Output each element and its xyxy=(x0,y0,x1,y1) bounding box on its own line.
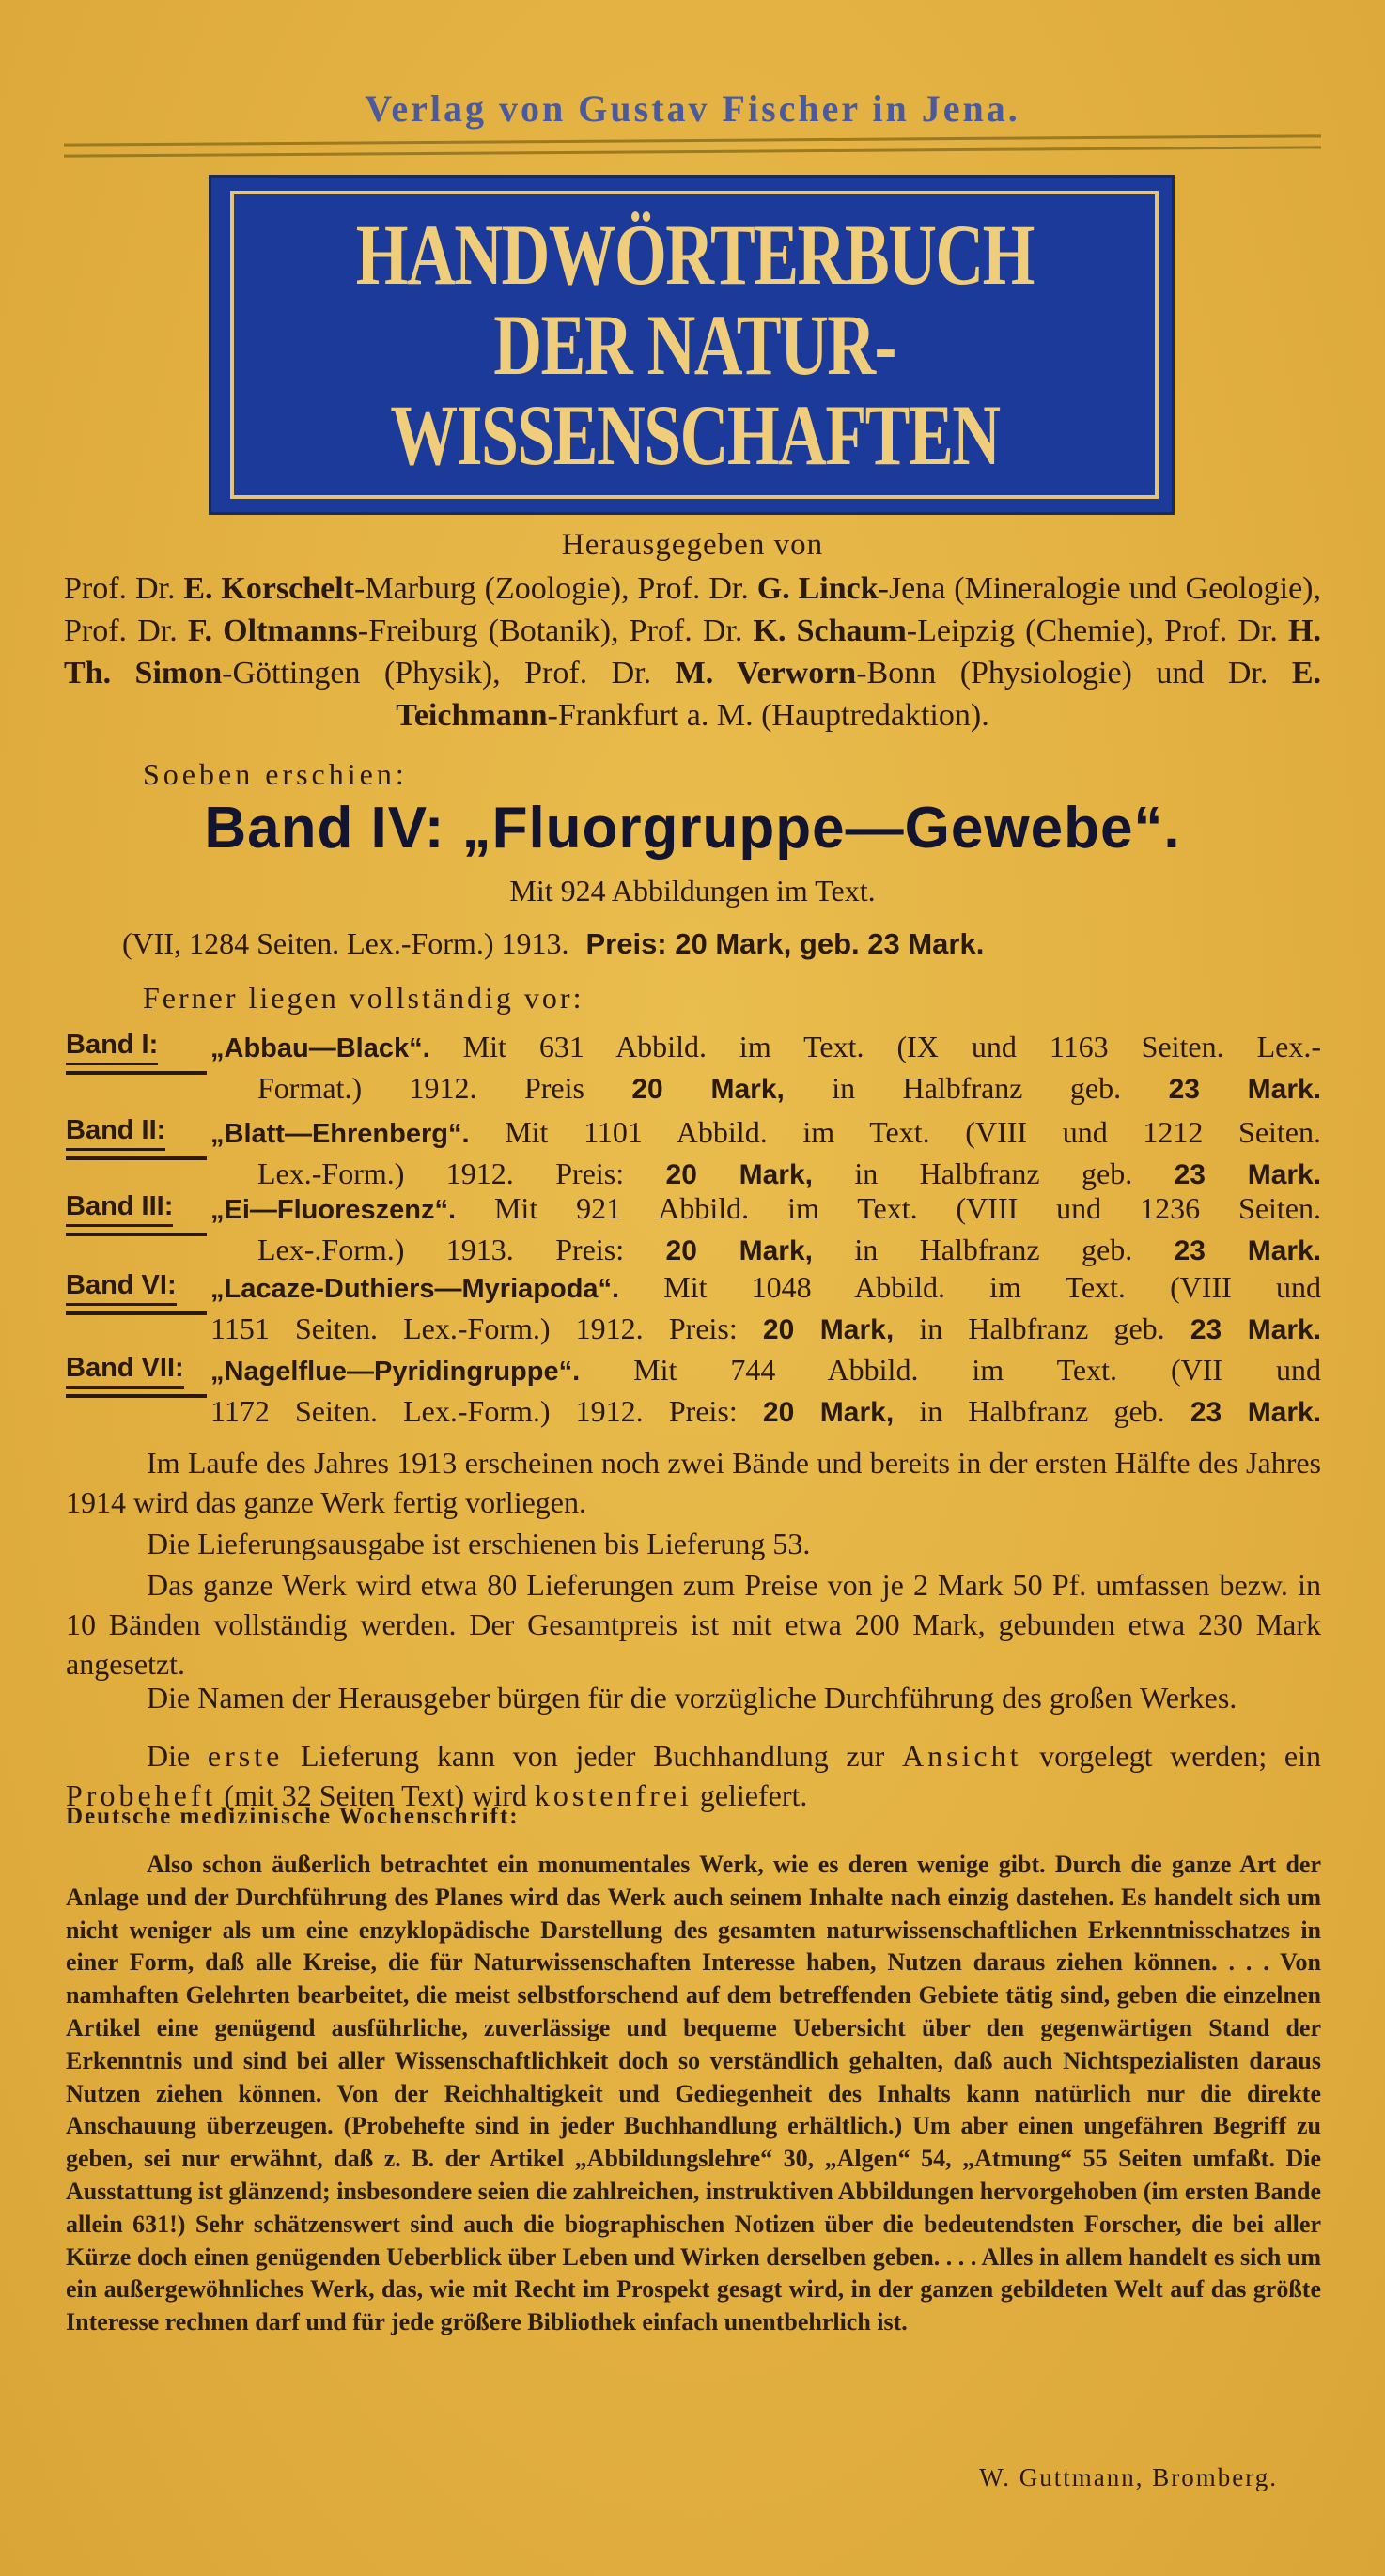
volume-format: 1151 Seiten. Lex.-Form.) 1912. xyxy=(210,1311,644,1345)
editor-name: G. Linck xyxy=(756,571,879,606)
volume-price-label: Preis xyxy=(523,1071,584,1105)
volume-underline xyxy=(66,1394,207,1398)
volume-label: Band III: xyxy=(66,1191,173,1227)
volume-format: Lex.-Form.) 1912. xyxy=(257,1156,514,1190)
volume-underline xyxy=(66,1311,207,1315)
review-source: Deutsche medizinische Wochenschrift: xyxy=(66,1804,520,1829)
available-label: Ferner liegen vollständig vor: xyxy=(143,981,584,1015)
volume-binding: in Halbfranz geb. xyxy=(832,1071,1122,1105)
spaced-text: erste xyxy=(207,1739,284,1773)
double-rule-top xyxy=(64,134,1321,146)
volume-price-label: Preis: xyxy=(555,1233,625,1266)
volume-underline xyxy=(66,1233,207,1236)
new-release-details xyxy=(122,926,984,961)
new-release-title: Band IV: „Fluorgruppe—Gewebe“. xyxy=(204,796,1181,861)
volume-format: Lex-.Form.) 1913. xyxy=(257,1233,514,1266)
editor-name: E. Teichmann xyxy=(396,656,1321,733)
text: Lieferung kann von jeder Buchhandlung zur xyxy=(283,1739,902,1773)
editors-text: -Marburg (Zoologie), Prof. Dr. xyxy=(354,571,757,606)
volume-format: Format.) 1912. xyxy=(257,1071,477,1105)
volume-entry xyxy=(66,1115,1321,1202)
text: geliefert. xyxy=(692,1778,808,1812)
banner-line-2: DER NATUR- xyxy=(493,297,895,393)
spaced-text: Ansicht xyxy=(901,1739,1022,1773)
volume-info: Mit 744 Abbild. im Text. (VII und xyxy=(633,1353,1321,1387)
text: vorgelegt werden; ein xyxy=(1021,1739,1322,1773)
volume-price: 20 Mark, xyxy=(762,1397,895,1428)
title-banner xyxy=(209,175,1175,515)
review-signature: W. Guttmann, Bromberg. xyxy=(979,2463,1278,2491)
editor-name: H. Th. Simon xyxy=(64,613,1321,691)
new-release-illustrations: Mit 924 Abbildungen im Text. xyxy=(509,874,876,908)
volume-info: Mit 631 Abbild. im Text. (IX und 1163 Seiten. Lex.- xyxy=(462,1030,1322,1063)
paragraph-price: Das ganze Werk wird etwa 80 Lieferungen zum Preise von je 2 Mark 50 Pf. umfassen bezw. in 10 Bänden vollständig werden. Der Gesamtpreis ist mit etwa 200 Mark, gebunden etwa 230 Mark angesetzt. xyxy=(66,1568,1321,1681)
volume-price: 20 Mark, xyxy=(762,1314,895,1345)
paragraph-schedule: Im Laufe des Jahres 1913 erscheinen noch zwei Bände und bereits in der ersten Hälfte des Jahres 1914 wird das ganze Werk fertig vorliegen. xyxy=(66,1446,1321,1519)
volume-price: 20 Mark, xyxy=(665,1159,813,1190)
volume-label: Band VII: xyxy=(66,1353,184,1389)
review-text: Also schon äußerlich betrachtet ein monumentales Werk, wie es deren wenige gibt. Durch die ganze Art der Anlage und der Durchführung des Planes wird das Werk auch seinem Inhalte nach einzig dastehen. Es handelt sich um nicht weniger als um eine enzyklopädische Darstellung des gesamten naturwissenschaftlichen Erkenntnisschatzes in einer Form, daß alle Kreise, die für Naturwissenschaften Interesse haben, Nutzen daraus ziehen können. . . . Von namhaften Gelehrten bearbeitet, die meist selbstforschend auf dem betreffenden Gebiete tätig sind, geben die einzelnen Artikel eine genügend ausführliche, zuverlässige und bequeme Uebersicht über den gegenwärtigen Stand der Erkenntnis und sind bei aller Wissenschaftlichkeit doch so verständlich gehalten, daß auch Nichtspezialisten daraus Nutzen ziehen können. Von der Reichhaltigkeit und Gediegenheit des Inhalts kann natürlich nur die direkte Anschauung überzeugen. (Probehefte sind in jeder Buchhandlung erhältlich.) Um aber einen ungefähren Begriff zu geben, sei nur erwähnt, daß z. B. der Artikel „Abbildungslehre“ 30, „Algen“ 54, „Atmung“ 55 Seiten umfaßt. Die Ausstattung ist glänzend; insbesondere seien die zahlreichen, instruktiven Abbildungen hervorgehoben (im ersten Bande allein 631!) Sehr schätzenswert sind auch die biographischen Notizen über die bedeutendsten Forscher, die bei aller Kürze doch einen genügenden Ueberblick über Leben und Wirken derselben geben. . . . Alles in allem handelt es sich um ein außergewöhnliches Werk, das, wie mit Recht im Prospekt gesagt wird, in der ganzen gebildeten Welt auf das größte Interesse rechnen darf und für jede größere Bibliothek einfach unentbehrlich ist. xyxy=(66,1851,1321,2336)
paragraph-editors-guarantee: Die Namen der Herausgeber bürgen für die vorzügliche Durchführung des großen Werkes. xyxy=(147,1681,1237,1715)
banner-line-1: HANDWÖRTERBUCH xyxy=(355,207,1034,303)
volume-title: „Ei—Fluoreszenz“. xyxy=(210,1195,457,1225)
editors-text: -Frankfurt a. M. (Hauptredaktion). xyxy=(547,698,989,733)
volume-title: „Nagelflue—Pyridingruppe“. xyxy=(210,1357,581,1387)
volume-title: „Blatt—Ehrenberg“. xyxy=(210,1119,470,1149)
editors-text: -Freiburg (Botanik), Prof. Dr. xyxy=(357,613,754,648)
new-release-price: Preis: 20 Mark, geb. 23 Mark. xyxy=(585,927,985,960)
volume-binding: in Halbfranz geb. xyxy=(854,1156,1133,1190)
editor-name: F. Oltmanns xyxy=(187,613,358,648)
volume-price: 20 Mark, xyxy=(665,1235,813,1266)
volume-binding: in Halbfranz geb. xyxy=(919,1394,1165,1428)
editors-text: Prof. Dr. xyxy=(64,571,184,606)
volume-label: Band I: xyxy=(66,1030,158,1065)
volume-entry xyxy=(66,1270,1321,1357)
volume-underline xyxy=(66,1156,207,1160)
volume-label: Band II: xyxy=(66,1115,165,1151)
spaced-text: Probeheft xyxy=(66,1778,217,1812)
editor-name: K. Schaum xyxy=(753,613,907,648)
double-rule-bottom xyxy=(64,146,1321,157)
editors-text: -Leipzig (Chemie), Prof. Dr. xyxy=(906,613,1289,648)
volume-bound-price: 23 Mark. xyxy=(1174,1159,1322,1190)
volume-bound-price: 23 Mark. xyxy=(1174,1235,1322,1266)
volume-format: 1172 Seiten. Lex.-Form.) 1912. xyxy=(210,1394,644,1428)
volume-title: „Lacaze-Duthiers—Myriapoda“. xyxy=(210,1274,620,1304)
new-release-format: (VII, 1284 Seiten. Lex.-Form.) 1913. xyxy=(122,926,569,960)
editor-name: M. Verworn xyxy=(675,656,857,691)
volume-price: 20 Mark, xyxy=(631,1074,785,1105)
publisher-line: Verlag von Gustav Fischer in Jena. xyxy=(365,87,1020,130)
volume-title: „Abbau—Black“. xyxy=(210,1033,430,1063)
editor-name: E. Korschelt xyxy=(183,571,355,606)
text: Die xyxy=(147,1739,208,1773)
paragraph-delivery: Die Lieferungsausgabe ist erschienen bis Lieferung 53. xyxy=(147,1527,811,1560)
new-release-label: Soeben erschien: xyxy=(143,757,408,791)
volume-bound-price: 23 Mark. xyxy=(1190,1314,1322,1345)
title-banner-frame xyxy=(230,191,1159,499)
spaced-text: kostenfrei xyxy=(534,1778,692,1812)
volume-bound-price: 23 Mark. xyxy=(1168,1074,1322,1105)
volume-bound-price: 23 Mark. xyxy=(1190,1397,1322,1428)
volume-info: Mit 1048 Abbild. im Text. (VIII und xyxy=(663,1270,1322,1304)
volume-underline xyxy=(66,1071,207,1075)
volume-binding: in Halbfranz geb. xyxy=(854,1233,1133,1266)
volume-info: Mit 1101 Abbild. im Text. (VIII und 1212 Seiten. xyxy=(505,1115,1322,1149)
volume-entry xyxy=(66,1191,1321,1278)
editors-text: -Bonn (Physiologie) und Dr. xyxy=(856,656,1292,691)
volume-entry xyxy=(66,1353,1321,1439)
volume-price-label: Preis: xyxy=(668,1394,738,1428)
volume-info: Mit 921 Abbild. im Text. (VIII und 1236 Seiten. xyxy=(493,1191,1322,1225)
editors-list xyxy=(64,567,1321,737)
volume-entry xyxy=(66,1030,1321,1116)
editors-intro: Herausgegeben von xyxy=(561,528,824,562)
volume-binding: in Halbfranz geb. xyxy=(919,1311,1165,1345)
volume-label: Band VI: xyxy=(66,1270,177,1306)
volume-price-label: Preis: xyxy=(668,1311,738,1345)
banner-line-3: WISSENSCHAFTEN xyxy=(389,387,1000,483)
editors-text: -Göttingen (Physik), Prof. Dr. xyxy=(222,656,676,691)
volume-price-label: Preis: xyxy=(555,1156,625,1190)
editors-text: -Jena (Mineralogie und Geologie), Prof. Dr. xyxy=(64,571,1321,648)
text: (mit 32 Seiten Text) wird xyxy=(216,1778,535,1812)
